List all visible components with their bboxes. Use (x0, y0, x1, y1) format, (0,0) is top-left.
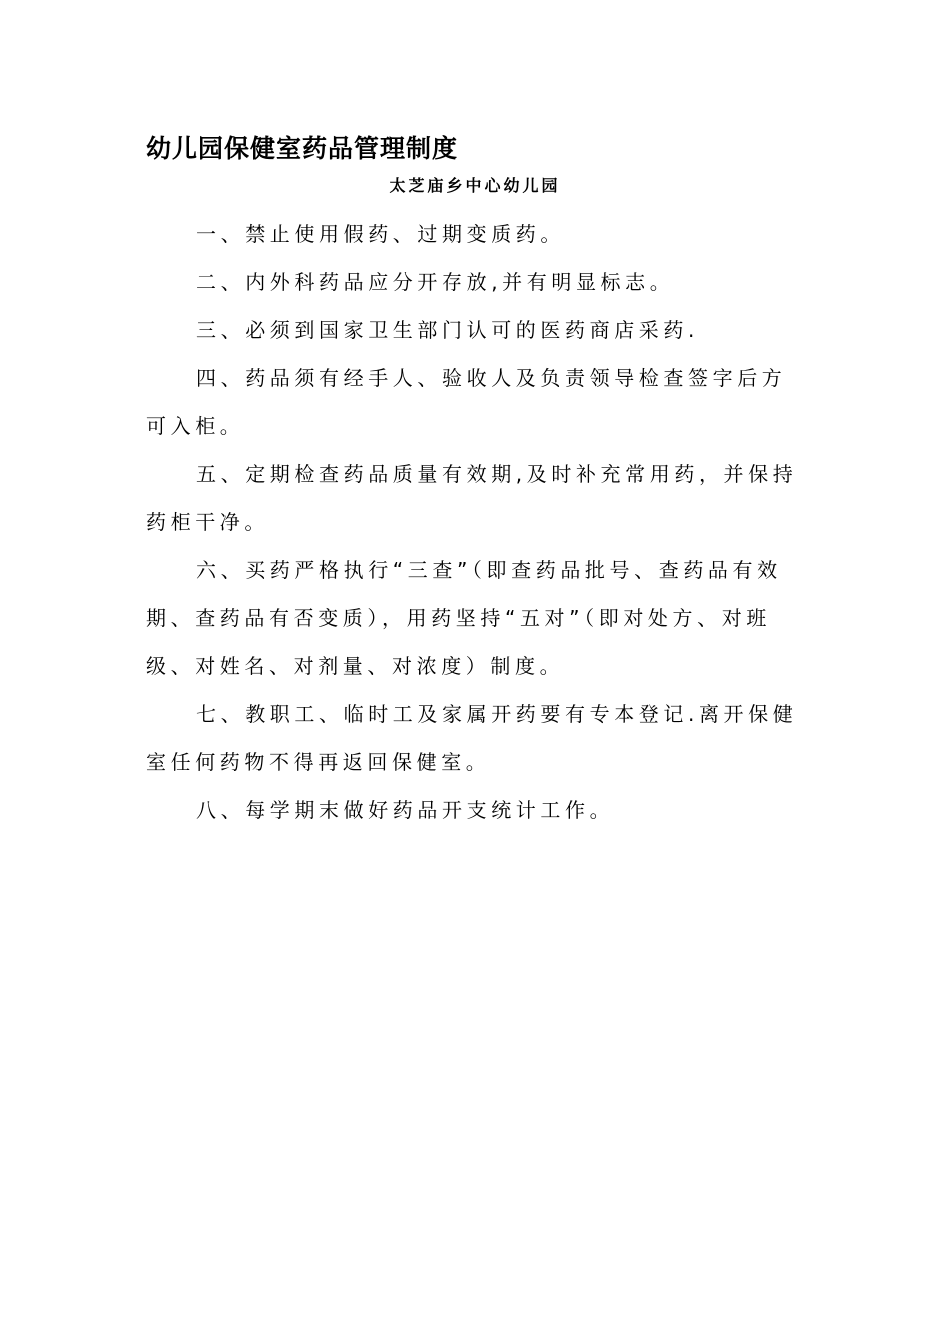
rule-item-5: 五、定期检查药品质量有效期,及时补充常用药，并保持药柜干净。 (146, 462, 798, 534)
rule-item-7: 七、教职工、临时工及家属开药要有专本登记.离开保健室任何药物不得再返回保健室。 (146, 702, 798, 774)
rule-item-6: 六、买药严格执行“三查”（即查药品批号、查药品有效期、查药品有否变质），用药坚持“五对”（即对处方、对班级、对姓名、对剂量、对浓度）制度。 (146, 558, 782, 678)
rules-list (146, 210, 806, 834)
rule-item-1: 一、禁止使用假药、过期变质药。 (196, 222, 565, 246)
rule-item-3: 三、必须到国家卫生部门认可的医药商店采药. (196, 318, 699, 342)
rule-item-8: 八、每学期末做好药品开支统计工作。 (196, 798, 615, 822)
rule-item-4: 四、药品须有经手人、验收人及负责领导检查签字后方可入柜。 (146, 366, 787, 438)
rule-item-2: 二、内外科药品应分开存放,并有明显标志。 (196, 270, 675, 294)
document-subtitle: 太芝庙乡中心幼儿园 (389, 176, 561, 195)
document-title: 幼儿园保健室药品管理制度 (146, 134, 459, 163)
